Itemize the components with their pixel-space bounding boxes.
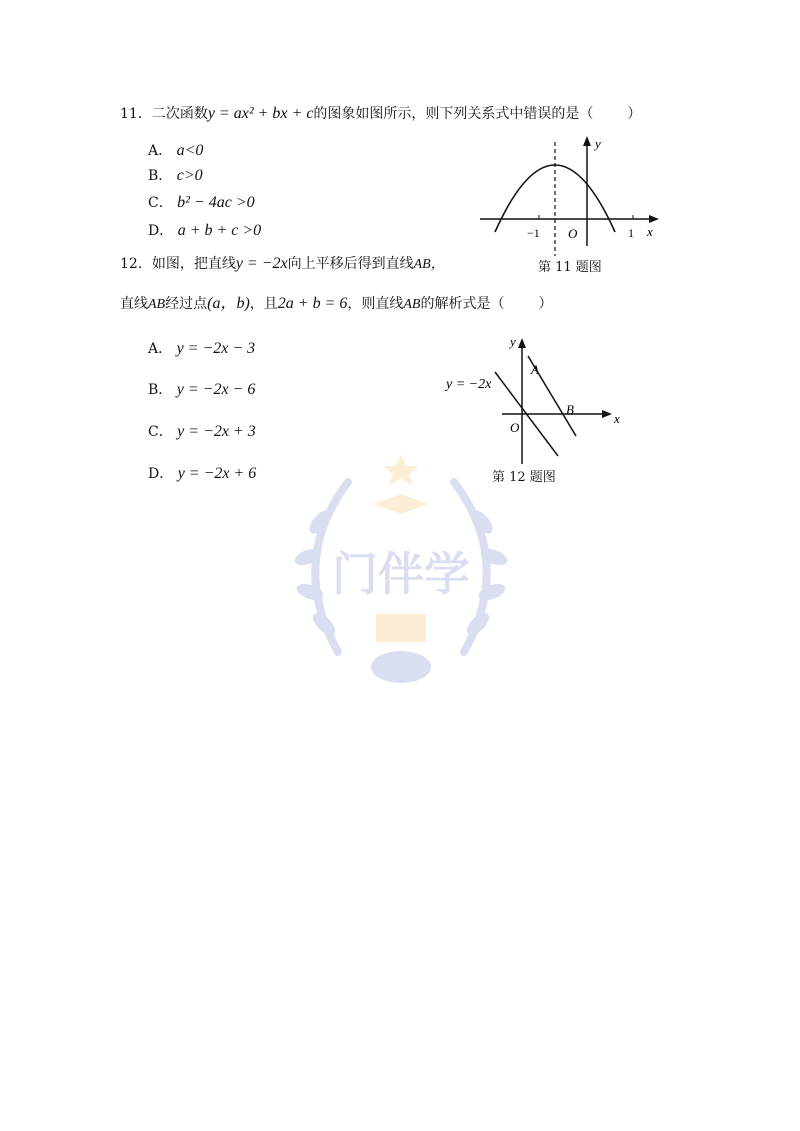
q12-figure — [440, 330, 640, 470]
q11-option-d[interactable] — [148, 221, 261, 241]
option-text: a + b + c >0 — [177, 222, 262, 239]
option-text: y = −2x + 3 — [177, 423, 256, 440]
q12-line-ab: AB — [403, 297, 421, 312]
x-axis-label: x — [614, 411, 620, 426]
q12-text: 的解析式是（ — [420, 296, 505, 312]
q12-figure-caption: 第 12 题图 — [492, 470, 556, 485]
q12-option-a[interactable] — [148, 339, 255, 359]
y-axis-arrow — [518, 338, 526, 348]
tick-pos-label: 1 — [628, 226, 634, 240]
option-label: A． — [148, 143, 173, 159]
q12-condition: 2a + b = 6 — [277, 295, 348, 312]
option-label: C． — [148, 195, 173, 211]
point-b-label: B — [566, 402, 574, 417]
q12-text: 经过点 — [165, 296, 208, 312]
q12-close: ） — [538, 296, 553, 312]
q11-option-b[interactable] — [148, 166, 203, 186]
q12-stem-line1 — [120, 254, 445, 275]
q12-option-b[interactable] — [148, 380, 255, 400]
star-icon — [383, 454, 419, 486]
building-icon — [376, 614, 426, 642]
q11-prefix: 11．二次函数 — [120, 106, 208, 122]
option-text: y = −2x − 6 — [176, 381, 256, 398]
q11-figure — [475, 128, 675, 248]
tick-neg-label: −1 — [527, 226, 540, 240]
option-text: b² − 4ac >0 — [177, 194, 255, 211]
q12-line-ab: AB， — [413, 257, 445, 272]
option-text: y = −2x + 6 — [177, 465, 257, 482]
q12-stem-line2 — [120, 294, 552, 315]
q11-close: ） — [627, 106, 642, 122]
q11-formula: y = ax² + bx + c — [207, 105, 314, 122]
option-label: C． — [148, 424, 173, 440]
x-axis-arrow — [649, 215, 659, 223]
option-text: a<0 — [176, 142, 204, 159]
q11-option-a[interactable] — [148, 141, 203, 161]
origin-label: O — [510, 420, 520, 435]
q12-text: ，则直线 — [347, 296, 404, 312]
q12-option-d[interactable] — [148, 464, 256, 484]
point-a-label: A — [531, 362, 539, 377]
q12-line-ab: AB — [148, 297, 166, 312]
q11-stem — [120, 104, 641, 124]
q12-text: ，且 — [249, 296, 278, 312]
q11-option-c[interactable] — [148, 193, 255, 213]
y-axis-label: y — [510, 334, 516, 349]
option-label: B． — [148, 382, 173, 398]
option-label: B． — [148, 168, 173, 184]
graduation-cap-icon — [373, 494, 429, 514]
line-label: y = −2x — [446, 377, 492, 392]
y-axis-arrow — [583, 136, 591, 146]
q12-prefix: 12．如图，把直线 — [120, 256, 236, 272]
watermark-text: 门伴学 — [332, 547, 470, 601]
origin-label: O — [568, 226, 578, 241]
watermark-logo — [278, 452, 524, 702]
q12-point: (a，b) — [207, 295, 250, 312]
q12-option-c[interactable] — [148, 422, 256, 442]
option-label: A． — [148, 341, 173, 357]
q11-suffix: 的图象如图所示，则下列关系式中错误的是（ — [313, 106, 594, 122]
q12-suffix: 向上平移后得到直线 — [287, 256, 414, 272]
x-axis-label: x — [647, 224, 653, 239]
x-axis-arrow — [602, 410, 612, 418]
option-text: c>0 — [176, 167, 203, 184]
q12-formula: y = −2x — [235, 255, 288, 272]
q12-text: 直线 — [120, 296, 148, 312]
y-axis-label: y — [595, 136, 601, 151]
ribbon — [371, 651, 431, 683]
option-text: y = −2x − 3 — [176, 340, 256, 357]
option-label: D． — [148, 223, 174, 239]
q11-figure-caption: 第 11 题图 — [538, 260, 602, 275]
option-label: D． — [148, 466, 174, 482]
